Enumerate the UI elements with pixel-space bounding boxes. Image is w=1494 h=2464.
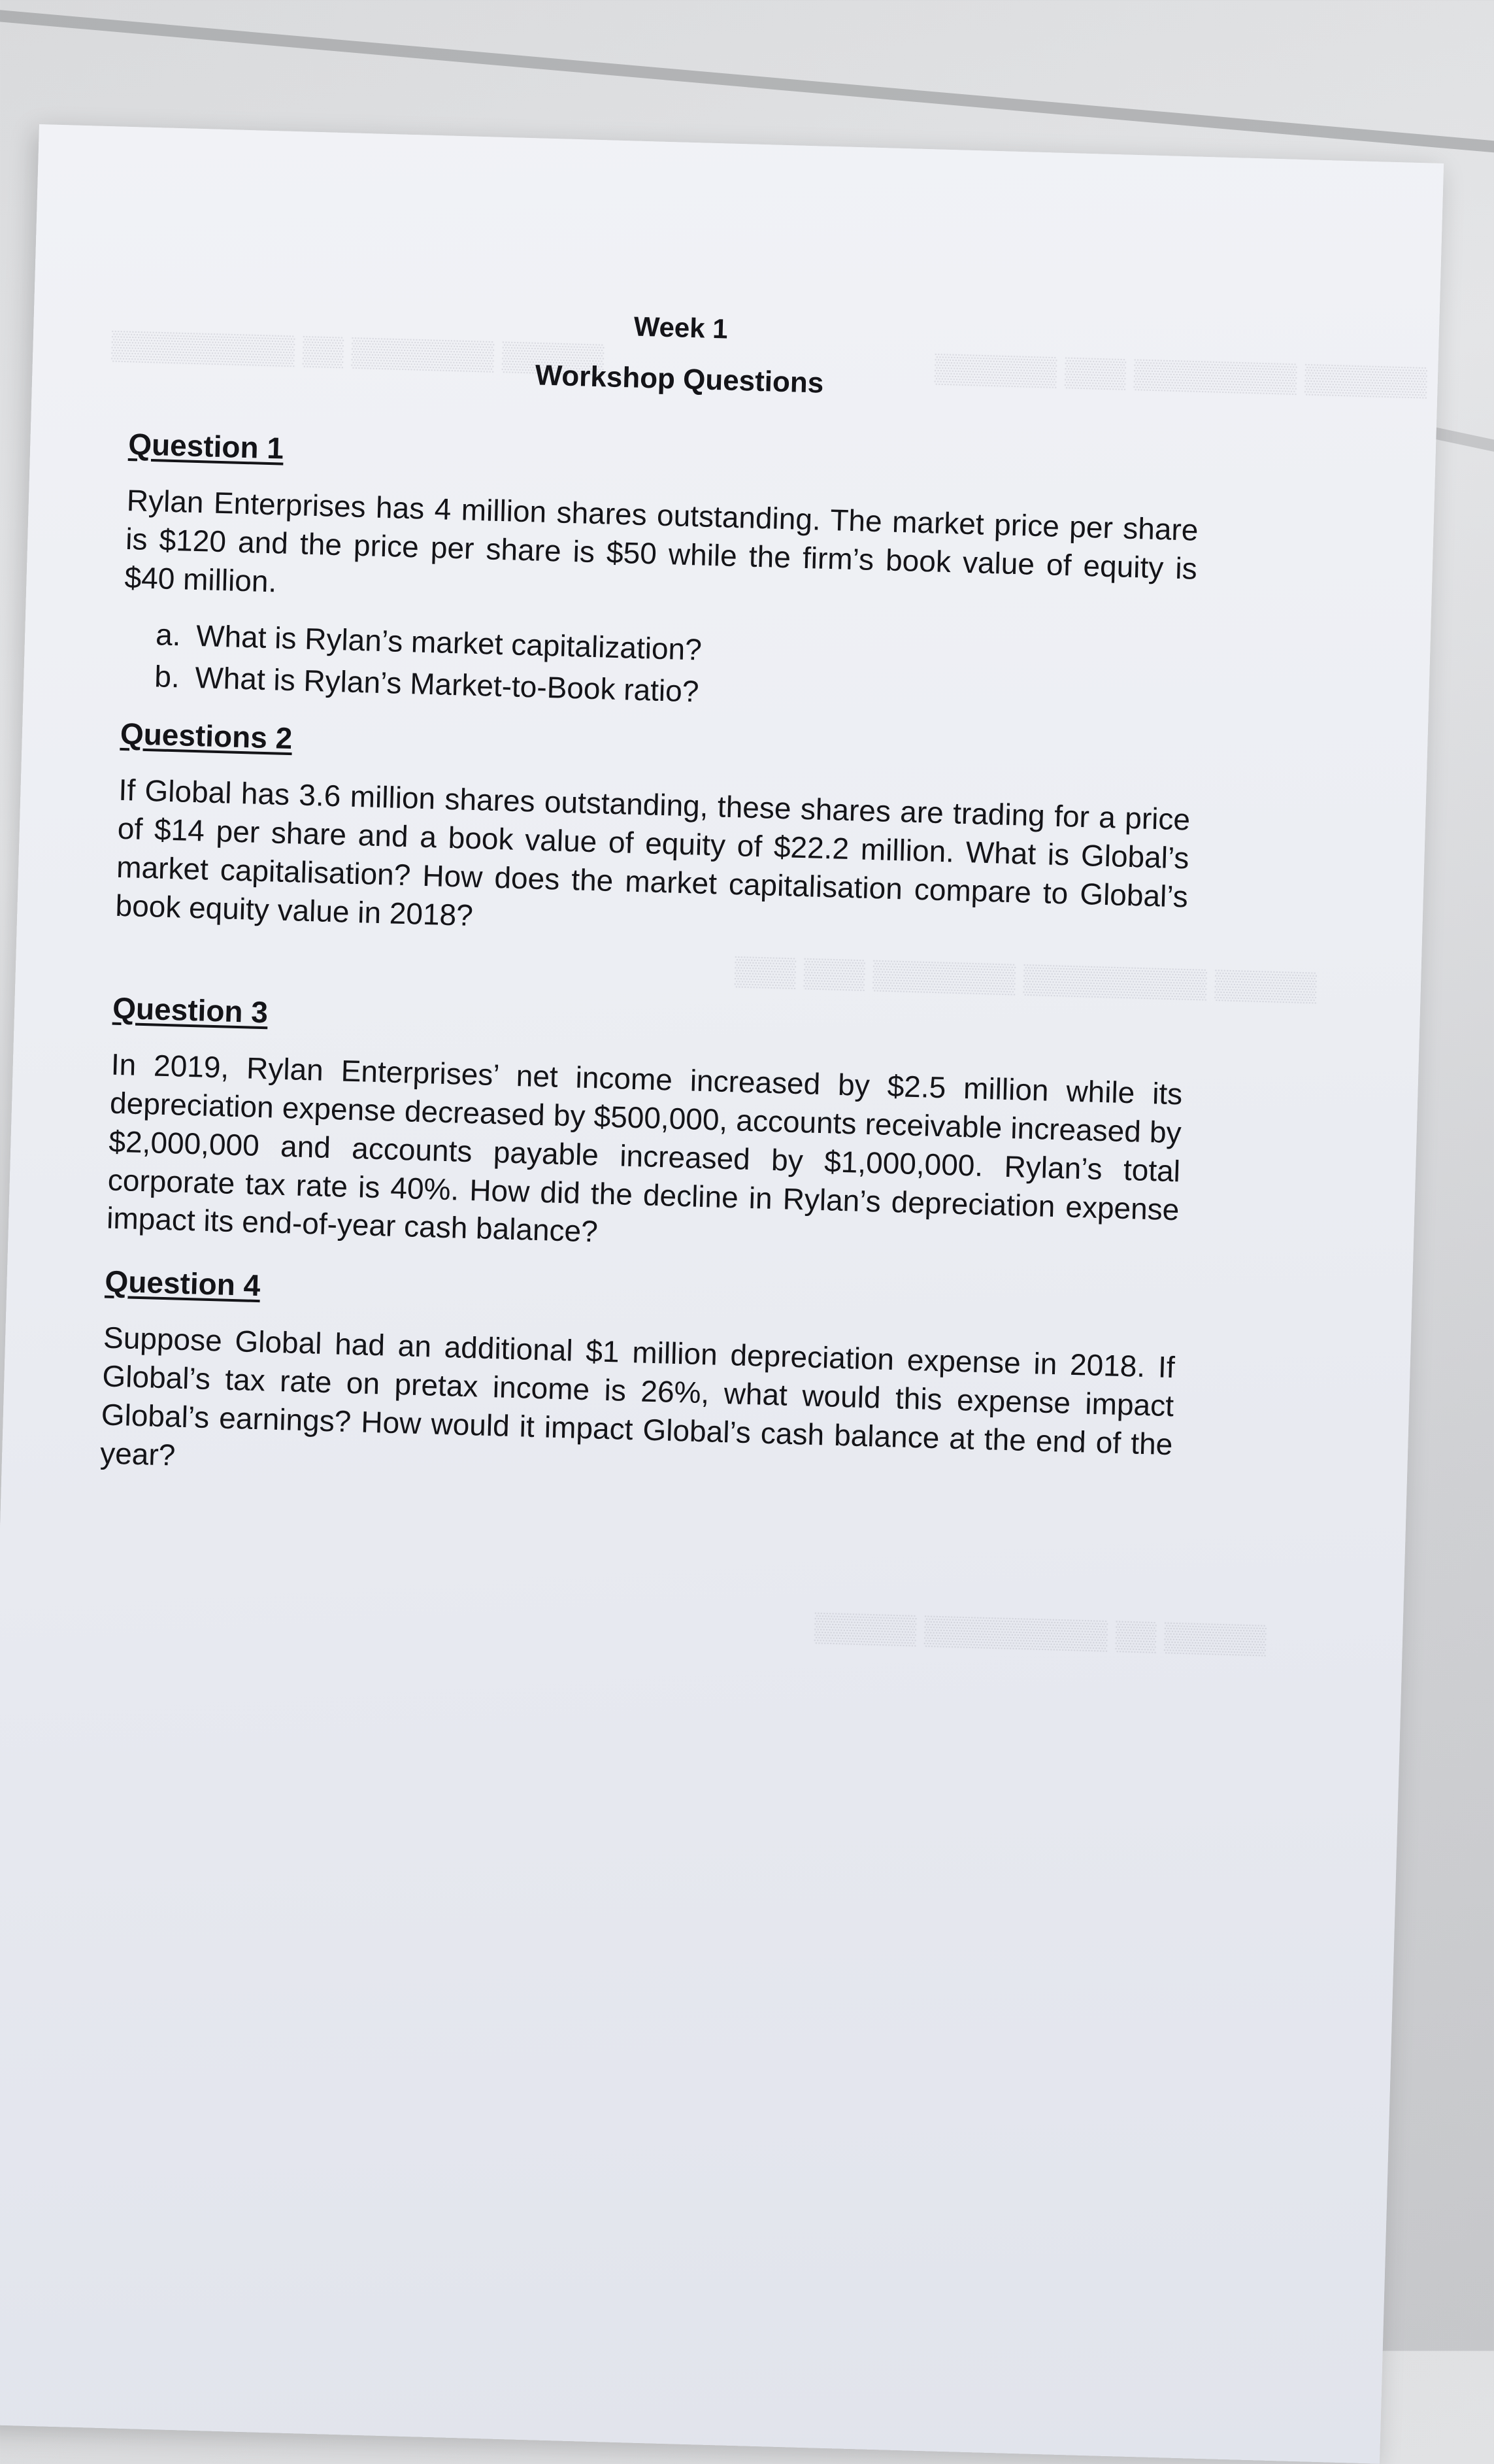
show-through-text: ▒▒▒▒▒▒ ▒▒▒▒▒▒▒▒ ▒▒▒ ▒▒▒▒▒▒ xyxy=(934,352,1428,398)
question-text: Suppose Global had an additional $1 million depreciation expense in 2018. If Global’s tax rate on pretax income is 26%, what would this expense impact Global’s earnings? How would it impact Global’s cash balance at the end of the year? xyxy=(99,1320,1176,1472)
question-title: Question 1 xyxy=(127,427,284,465)
part-text: What is Rylan’s market capitalization? xyxy=(195,618,703,667)
question-3 xyxy=(106,990,1184,1268)
show-through-text: ▒▒▒▒▒ ▒▒▒▒▒▒▒ ▒▒ ▒▒▒▒▒▒▒▒▒ xyxy=(110,329,605,375)
workshop-heading: Workshop Questions xyxy=(535,359,824,399)
paper-sheet xyxy=(0,124,1444,2464)
part-marker: b. xyxy=(154,659,180,694)
question-title: Questions 2 xyxy=(120,717,293,756)
part-marker: a. xyxy=(155,616,182,652)
question-text: Rylan Enterprises has 4 million shares outstanding. The market price per share is $120 and the price per share is $50 while the firm’s book value of equity is $40 million. xyxy=(124,482,1199,599)
question-text: In 2019, Rylan Enterprises’ net income increased by $2.5 million while its depreciation expense decreased by $500,000, accounts receivable increased by $2,000,000 and accounts payable increased by $1,000,000. Rylan’s total corporate tax rate is 40%. How did the decline in Rylan’s depreciation expense impact its end-of-year cash balance? xyxy=(106,1047,1183,1249)
show-through-text: ▒▒▒▒▒ ▒▒▒▒▒▒▒▒▒ ▒▒▒▒▒▒▒ ▒▒▒ ▒▒▒ xyxy=(734,954,1318,1004)
question-4 xyxy=(99,1264,1176,1502)
question-title: Question 4 xyxy=(104,1264,261,1303)
question-parts xyxy=(154,613,1195,726)
document-header xyxy=(156,297,1204,411)
question-title: Question 3 xyxy=(112,990,269,1030)
week-heading: Week 1 xyxy=(633,311,729,345)
question-2 xyxy=(115,716,1192,954)
question-1 xyxy=(122,426,1201,726)
document-content xyxy=(99,297,1204,1534)
part-text: What is Rylan’s Market-to-Book ratio? xyxy=(194,660,700,709)
show-through-text: ▒▒▒▒▒ ▒▒ ▒▒▒▒▒▒▒▒▒ ▒▒▒▒▒ xyxy=(814,1611,1267,1656)
question-text: If Global has 3.6 million shares outstanding, these shares are trading for a price of $14 per share and a book value of equity of $22.2 million. What is Global’s market capitalisation? How does the market capitalisation compare to Global’s book equity value in 2018? xyxy=(114,773,1191,933)
